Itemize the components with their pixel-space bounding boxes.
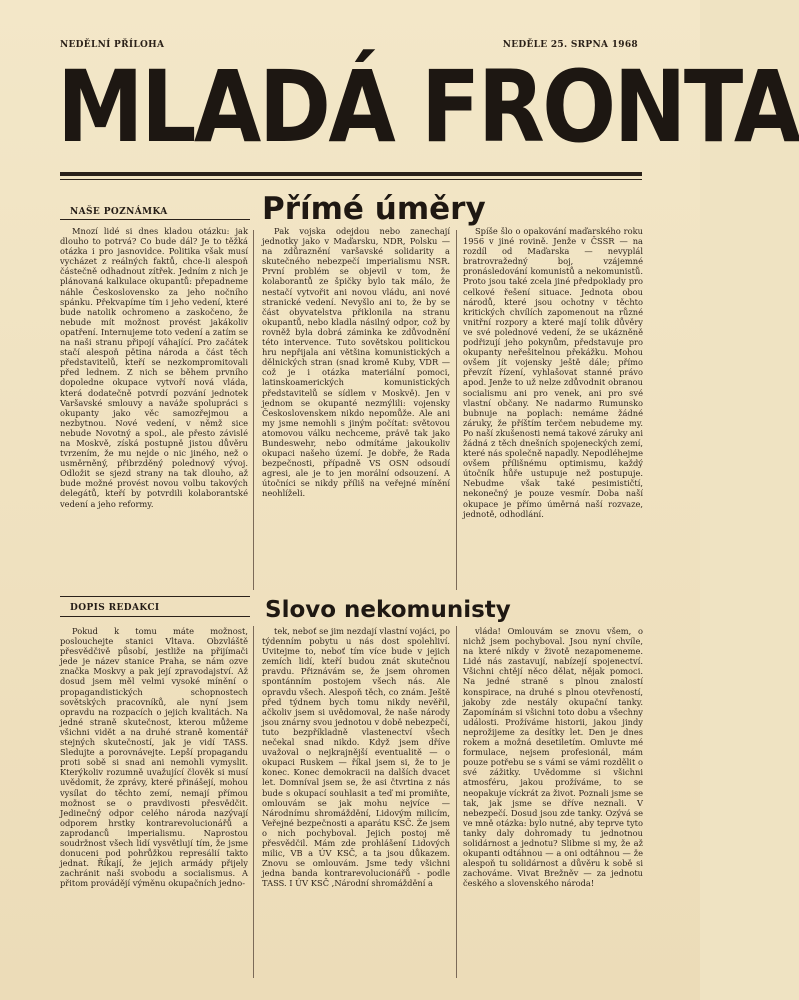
section-divider bbox=[60, 596, 250, 597]
supplement-label: NEDĚLNÍ PŘÍLOHA bbox=[60, 40, 165, 50]
article-column-1 bbox=[60, 226, 248, 592]
article-text: Spíše šlo o opakování maďarského roku 1956 v jiné rovině. Jenže v ČSSR — na rozdíl od Maďarska — nevyplál bratrovražedný boj, vzájemné pronásledování komunistů a nekomunistů. Proto jsou také zcela jiné předpoklady pro celkové řešení situace. Jednota obou národů, které jsou ochotny v těchto kritických chvílích zapomenout na různé vnitřní rozpory a které mají tolik důvěry ve své polednové vedení, že se ukázněně podřizují jeho pokynům, představuje pro okupanty neřešitelnou překážku. Mohou ovšem jít vojensky ještě dále; přímo převzít řízení, vyhlašovat stanné právo apod. Jenže to už nelze zdůvodnit obranou socialismu ani pro venek, ani pro své vlastní občany. Ne nadarmo Rumunsko bubnuje na poplach: nemáme žádné záruky, že příštím terčem nebudeme my. Po naší zkušenosti nemá takové záruky ani žádná z těch dnešních spojeneckých zemí, které nás společně napadly. Nepodléhejme ovšem přílišnému optimismu, každý útočník hůře ustupuje než postupuje. Nebudme však také pesimističtí, nekonečný je pouze vesmír. Doba naší okupace je přímo úměrná naší rozvaze, jednotě, odhodlání. bbox=[463, 226, 644, 519]
headline-slovo-nekomunisty: Slovo nekomunisty bbox=[265, 597, 511, 623]
column-rule bbox=[456, 230, 457, 590]
column-rule bbox=[456, 626, 457, 978]
section-label-dopis-redakci: DOPIS REDAKCI bbox=[70, 603, 160, 613]
article-column-2 bbox=[262, 226, 450, 592]
column-rule bbox=[253, 230, 254, 590]
column-rule bbox=[253, 626, 254, 978]
section-divider bbox=[60, 219, 250, 220]
masthead-rule-thin bbox=[60, 179, 642, 180]
article-text: Mnozí lidé si dnes kladou otázku: jak dlouho to potrvá? Co bude dál? Je to těžká otázka i pro jasnovidce. Politika však musí vycházet z reálných faktů, chce-li alespoň částečně odhadnout zítřek. Jedním z nich je plánovaná kalkulace okupantů: přepadneme náhle Československo za jeho nočního spánku. Překvapíme tím i jeho vedení, které bude natolik ochromeno a zaskočeno, že nebude mít možnost provést jakákoliv opatření. Internujeme toto vedení a zatím se na naši stranu připojí váhající. Pro začátek stačí alespoň pětina národa a část těch představitelů, kteří se nezkompromitovali před lednem. Z nich se během prvního dopoledne okupace vytvoří nová vláda, která dodatečně potvrdí pozvání jednotek Varšavské smlouvy a naváže spolupráci s okupanty jako věc samozřejmou a nezbytnou. Nové vedení, v němž sice nebude Novotný a spol., ale přesto závislé na Moskvě, získá postupně jistou důvěru tvrzením, že mu nejde o nic jiného, než o usměrněný, přibrzděný polednový vývoj. Odložit se sjezd strany na tak dlouho, až bude možné provést novou volbu takových delegátů, kteří by potvrdili kolaborantské vedení a jeho reformy. bbox=[60, 226, 248, 509]
masthead-title: MLADÁ FRONTA bbox=[57, 50, 799, 165]
masthead-rule bbox=[60, 172, 642, 176]
slovo-column-3 bbox=[463, 626, 643, 982]
letter-text: Pokud k tomu máte možnost, poslouchejte stanici Vltava. Obzvláště přesvědčivě působí, jestliže na přijímači jede je název stanice Praha, se nám ozve značka Moskvy a pak její zpravodajství. Až dosud jsem měl velmi vysoké mínění o propagandistických schopnostech sovětských pracovníků, ale nyní jsem opravdu na rozpacích o jejich kvalitách. Na jedné straně skutečnost, kterou můžeme všichni vidět a na druhé straně komentář stejných skutečností, jak je vidí TASS. Sledujte a porovnávejte. Lepší propagandu proti sobě si snad ani nemohli vymyslit. Kterýkoliv rozumně uvažující člověk si musí uvědomit, že zprávy, které přinášejí, mohou vysílat do těchto zemí, nemají přímou možnost se o pravdivosti přesvědčit. Jedinečný odpor celého národa nazývají odporem hrstky kontrarevolucionářů a zaprodanců imperialismu. Naprostou soudržnost všech lidí vysvětlují tím, že jsme donuceni pod pohrůžkou represálií takto jednat. Říkají, že jejich armády přijely zachránit naši svobodu a socialismus. A přitom provádějí výměnu okupačních jedno- bbox=[60, 626, 248, 889]
letter-column-1 bbox=[60, 626, 248, 982]
headline-prime-umery: Přímé úměry bbox=[262, 191, 486, 227]
letter-text: vláda! Omlouvám se znovu všem, o nichž jsem pochyboval. Jsou nyní chvíle, na které nikdy v životě nezapomeneme. Lidé nás zastavují, nabízejí spojenectví. Všichni chtějí něco dělat, nějak pomoci. Na jedné straně s plnou znalostí konspirace, na druhé s plnou otevřeností, jakoby zde nestály okupační tanky. Zapomínám si všichni toto dobu a všechny události. Prožíváme historii, jakou jindy neprožijeme za desítky let. Den je dnes rokem a možná desetiletím. Omluvte mé formulace, nejsem profesionál, mám pouze potřebu se s vámi se vámi rozdělit o své zážitky. Uvědomme si všichni atmosféru, jakou prožíváme, to se neopakuje víckrát za život. Poznali jsme se tak, jak jsme se dříve neznali. V nebezpečí. Dosud jsou zde tanky. Ozývá se ve mně otázka: bylo nutné, aby teprve tyto tanky daly dohromady tu jednotnou solidárnost a jednotu? Slibme si my, že až okupanti odtáhnou — a oni odtáhnou — že alespoň tu solidárnost a důvěru k sobě si zachováme. Vivat Brežněv — za jednotu českého a slovenského národa! bbox=[463, 626, 643, 889]
section-divider bbox=[60, 616, 250, 617]
issue-date: NEDĚLE 25. SRPNA 1968 bbox=[502, 40, 638, 50]
article-column-3 bbox=[463, 226, 643, 592]
slovo-column-2 bbox=[262, 626, 450, 982]
letter-text: tek, neboť se jim nezdají vlastní vojáci, po týdenním pobytu u nás dost spolehliví. Uvitejme to, neboť tím více bude v jejich zemích lidí, kteří budou znát skutečnou pravdu. Přiznávám se, že jsem ohromen spontánním postojem všech nás. Ale opravdu všech. Alespoň těch, co znám. Ještě před týdnem bych tomu nikdy nevěřil, ačkoliv jsem si uvědomoval, že naše národy jsou znárny svou jednotou v době nebezpečí, tuto bezpříkladně vlastenectví všech nečekal snad nikdo. Když jsem dříve uvažoval o nejkrajnější eventualitě — o okupaci Ruskem — říkal jsem si, že to je konec. Konec demokracii na dalších dvacet let. Domníval jsem se, že asi čtvrtina z nás bude s okupací souhlasit a teď mi promiňte, omlouvám se jak mohu nejvíce — Národnímu shromáždění, Lidovým milicím, Veřejné bezpečnosti a aparátu KSČ. Že jsem o nich pochyboval. Jejich postoj mě přesvědčil. Mám zde prohlášení Lidových milic, VB a ÚV KSČ, a ta jsou důkazem. Znovu se omlouvám. Jsme tedy všichni jedna banda kontrarevolucionářů - podle TASS. I ÚV KSČ ,Národní shromáždění a bbox=[262, 626, 450, 889]
section-label-nase-poznamka: NAŠE POZNÁMKA bbox=[70, 207, 168, 217]
article-text: Pak vojska odejdou nebo zanechají jednotky jako v Maďarsku, NDR, Polsku — na zdůraznění varšavské solidarity a skutečného nebezpečí imperialismu NSR. První problém se objevil v tom, že kolaborantů ze špičky bylo tak málo, že nestačí vytvořit ani novou vládu, ani nové stranické vedení. Nevyšlo ani to, že by se část obyvatelstva přiklonila na stranu okupantů, nebo kladla násilný odpor, což by rovněž byla dobrá záminka ke zdůvodnění této intervence. Tuto sovětskou politickou hru nepřijala ani většina komunistických a dělnických stran (snad kromě Kuby, VDR — což je i otázka materiální pomoci, latinskoamerických komunistických představitelů se sídlem v Moskvě). Jen v jednom se okupanté nezmýlili: vojensky Československem nikdo nepomůže. Ale ani my jsme nemohli s jiným počítat: světovou atomovou válku nechceme, právě tak jako Bundeswehr, nebo odmítáme jakoukoliv okupaci našeho území. Je dobře, že Rada bezpečnosti, případně VS OSN odsoudí agresi, ale je to jen morální odsouzení. A útočníci se nikdy příliš na veřejné mínění neohlíželi. bbox=[262, 226, 450, 499]
